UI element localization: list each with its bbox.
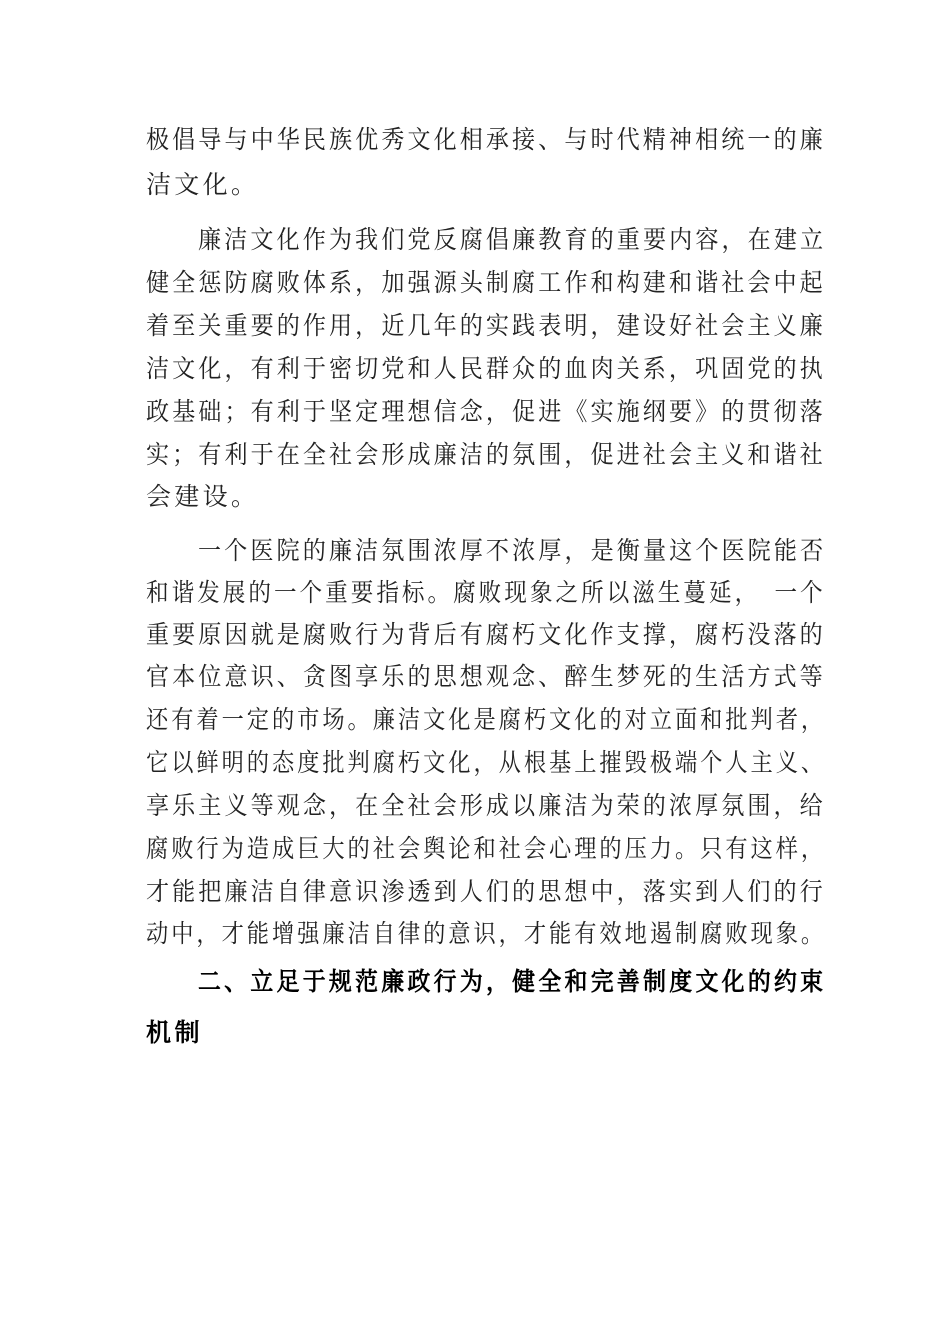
paragraph-2-line-1: 廉洁文化作为我们党反腐倡廉教育的重要内容，在建立 — [198, 225, 827, 254]
paragraph-2-line-4: 洁文化，有利于密切党和人民群众的血肉关系，巩固党的执 — [146, 354, 826, 383]
paragraph-2-line-3: 着至关重要的作用，近几年的实践表明，建设好社会主义廉 — [146, 311, 826, 340]
paragraph-3-line-5: 还有着一定的市场。廉洁文化是腐朽文化的对立面和批判者， — [146, 705, 827, 734]
paragraph-3-line-10: 动中，才能增强廉洁自律的意识，才能有效地遏制腐败现象。 — [146, 919, 827, 948]
paragraph-2-line-6: 实；有利于在全社会形成廉洁的氛围，促进社会主义和谐社 — [146, 440, 826, 469]
paragraph-3-line-2: 和谐发展的一个重要指标。腐败现象之所以滋生蔓延， 一个 — [146, 578, 826, 607]
paragraph-3-line-4: 官本位意识、贪图享乐的思想观念、醉生梦死的生活方式等 — [146, 662, 826, 691]
paragraph-3-line-3: 重要原因就是腐败行为背后有腐朽文化作支撑，腐朽没落的 — [146, 620, 826, 649]
paragraph-3-line-9: 才能把廉洁自律意识渗透到人们的思想中，落实到人们的行 — [146, 877, 826, 906]
paragraph-3-line-8: 腐败行为造成巨大的社会舆论和社会心理的压力。只有这样， — [146, 834, 827, 863]
paragraph-1-line-1: 极倡导与中华民族优秀文化相承接、与时代精神相统一的廉 — [146, 125, 826, 154]
paragraph-3-line-1: 一个医院的廉洁氛围浓厚不浓厚，是衡量这个医院能否 — [198, 536, 827, 565]
paragraph-2-line-7: 会建设。 — [146, 482, 260, 511]
paragraph-2-line-5: 政基础；有利于坚定理想信念，促进《实施纲要》的贯彻落 — [146, 397, 826, 426]
section-heading-line-1: 二、立足于规范廉政行为，健全和完善制度文化的约束 — [198, 967, 827, 996]
section-heading-line-2: 机制 — [146, 1018, 204, 1047]
paragraph-2-line-2: 健全惩防腐败体系，加强源头制腐工作和构建和谐社会中起 — [146, 268, 826, 297]
paragraph-3-line-6: 它以鲜明的态度批判腐朽文化，从根基上摧毁极端个人主义、 — [146, 748, 827, 777]
paragraph-1-line-2: 洁文化。 — [146, 170, 260, 199]
paragraph-3-line-7: 享乐主义等观念，在全社会形成以廉洁为荣的浓厚氛围，给 — [146, 791, 826, 820]
